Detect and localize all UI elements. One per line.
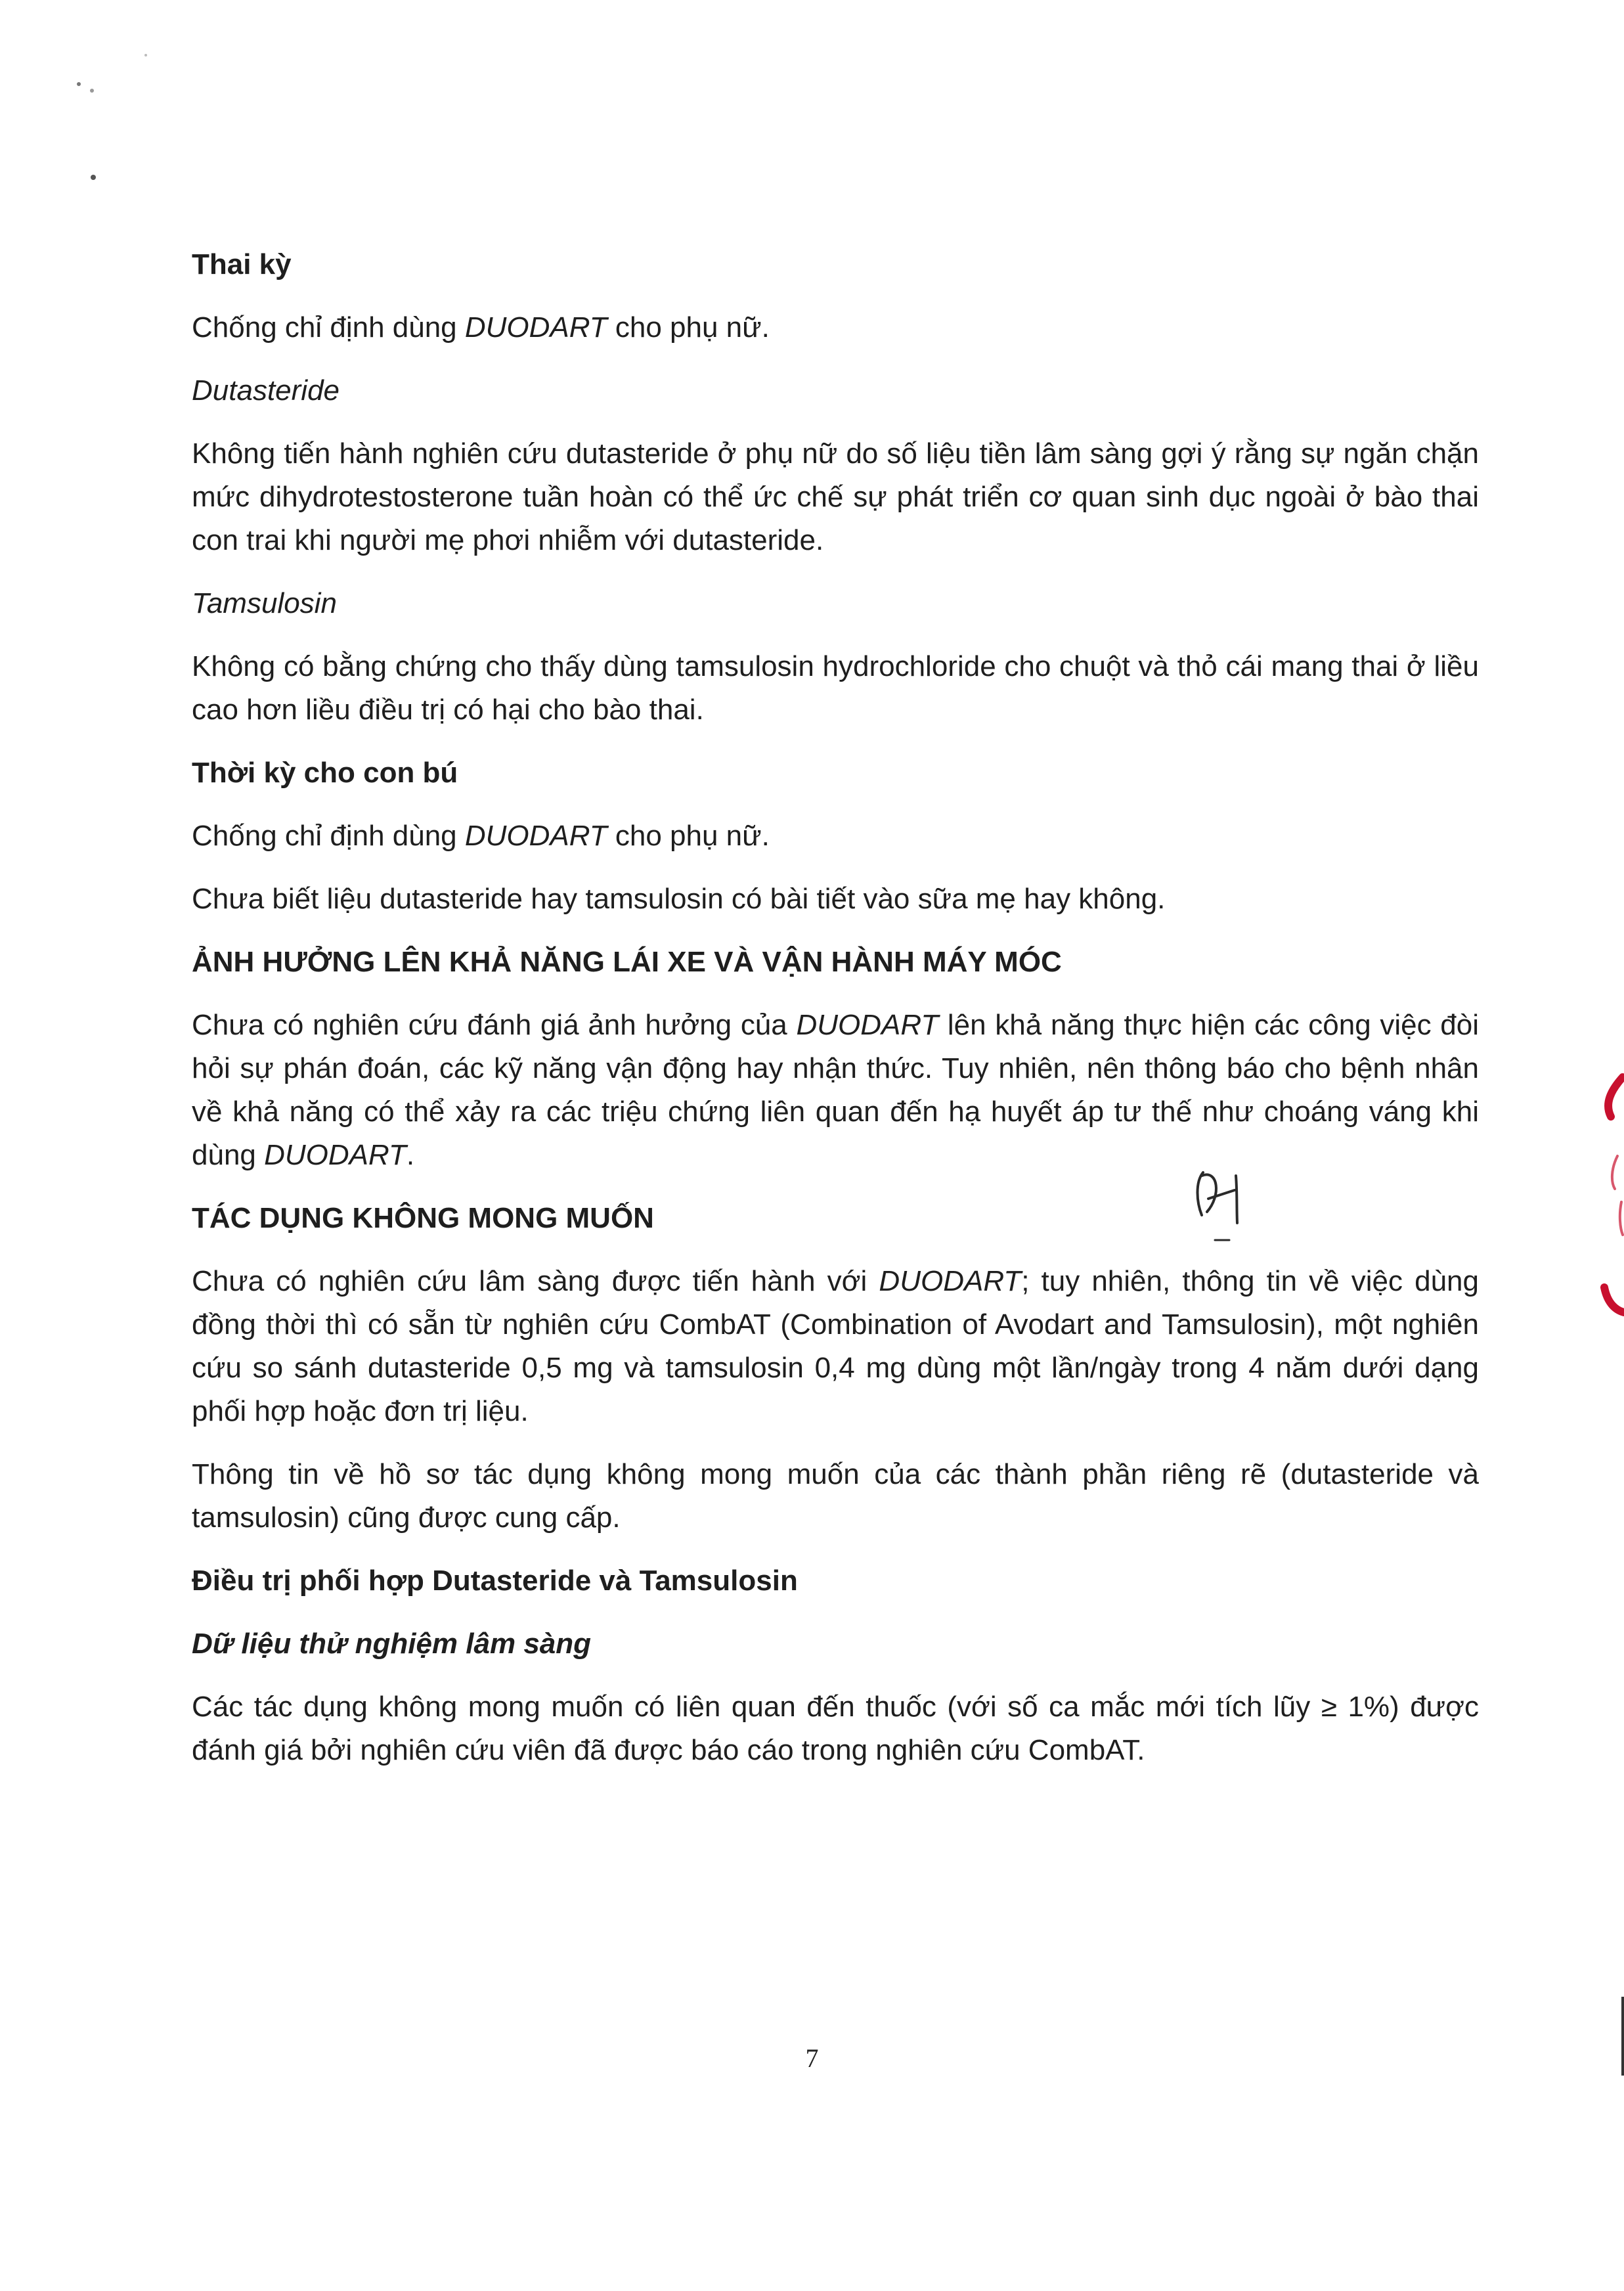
text-run: lên khả năng thực hiện các công việc đòi hỏi sự phán đoán, các kỹ năng vận động hay nhận thức. Tuy nhiên, nên thông báo cho bệnh nhân về khả năng có thể xảy ra các triệu chứng liên quan đến hạ huyết áp tư thế như choáng váng khi dùng [192,1009,1479,1171]
product-name: DUODART [264,1139,406,1171]
text-run: Chống chỉ định dùng [192,820,465,852]
scan-speckles [66,53,158,197]
text-run: Chống chỉ định dùng [192,311,465,344]
section-heading: ẢNH HƯỞNG LÊN KHẢ NĂNG LÁI XE VÀ VẬN HÀNH MÁY MÓC [192,946,1062,978]
text-run: Chưa có nghiên cứu đánh giá ảnh hưởng của [192,1009,797,1041]
text-run: Các tác dụng không mong muốn có liên quan đến thuốc (với số ca mắc mới tích lũy ≥ 1%) được đánh giá bởi nghiên cứu viên đã được báo cáo trong nghiên cứu CombAT. [192,1691,1479,1766]
paragraph [192,645,1479,732]
text-run: Chưa biết liệu dutasteride hay tamsulosin có bài tiết vào sữa mẹ hay không. [192,883,1166,915]
text-run: Không có bằng chứng cho thấy dùng tamsulosin hydrochloride cho chuột và thỏ cái mang thai ở liều cao hơn liều điều trị có hại cho bào thai. [192,650,1479,726]
text-run: Chưa có nghiên cứu lâm sàng được tiến hành với [192,1265,879,1297]
handwritten-initials [1189,1163,1261,1248]
paragraph [192,306,1479,349]
text-run: . [406,1139,415,1171]
red-stamp-edge [1585,1051,1624,1327]
text-run: Không tiến hành nghiên cứu dutasteride ở phụ nữ do số liệu tiền lâm sàng gợi ý rằng sự ngăn chặn mức dihydrotestosterone tuần hoàn có thể ức chế sự phát triển cơ quan sinh dục ngoài ở bào thai con trai khi người mẹ phơi nhiễm với dutasteride. [192,437,1479,556]
product-name: DUODART [464,311,607,344]
section-heading: Thai kỳ [192,248,292,280]
paragraph [192,1685,1479,1772]
paragraph [192,1260,1479,1433]
paragraph [192,432,1479,562]
paragraph [192,878,1479,921]
text-run: cho phụ nữ. [607,820,770,852]
section-heading: Thời kỳ cho con bú [192,757,458,789]
section-heading: Điều trị phối hợp Dutasteride và Tamsulosin [192,1565,798,1597]
paragraph [192,1004,1479,1177]
text-run: cho phụ nữ. [607,311,770,344]
product-name: DUODART [796,1009,939,1041]
product-name: DUODART [879,1265,1022,1297]
section-heading: TÁC DỤNG KHÔNG MONG MUỐN [192,1202,654,1234]
document-body [192,243,1479,1792]
product-name: DUODART [464,820,607,852]
subsection-heading: Dữ liệu thử nghiệm lâm sàng [192,1628,592,1660]
paragraph [192,814,1479,858]
text-run: ; tuy nhiên, thông tin về việc dùng đồng thời thì có sẵn từ nghiên cứu CombAT (Combination of Avodart and Tamsulosin), một nghiên cứu so sánh dutasteride 0,5 mg và tamsulosin 0,4 mg dùng một lần/ngày trong 4 năm dưới dạng phối hợp hoặc đơn trị liệu. [192,1265,1479,1427]
paragraph [192,1453,1479,1540]
subsection-heading: Dutasteride [192,374,340,407]
text-run: Thông tin về hồ sơ tác dụng không mong muốn của các thành phần riêng rẽ (dutasteride và tamsulosin) cũng được cung cấp. [192,1458,1479,1534]
page-number: 7 [805,2043,819,2073]
subsection-heading: Tamsulosin [192,587,337,619]
